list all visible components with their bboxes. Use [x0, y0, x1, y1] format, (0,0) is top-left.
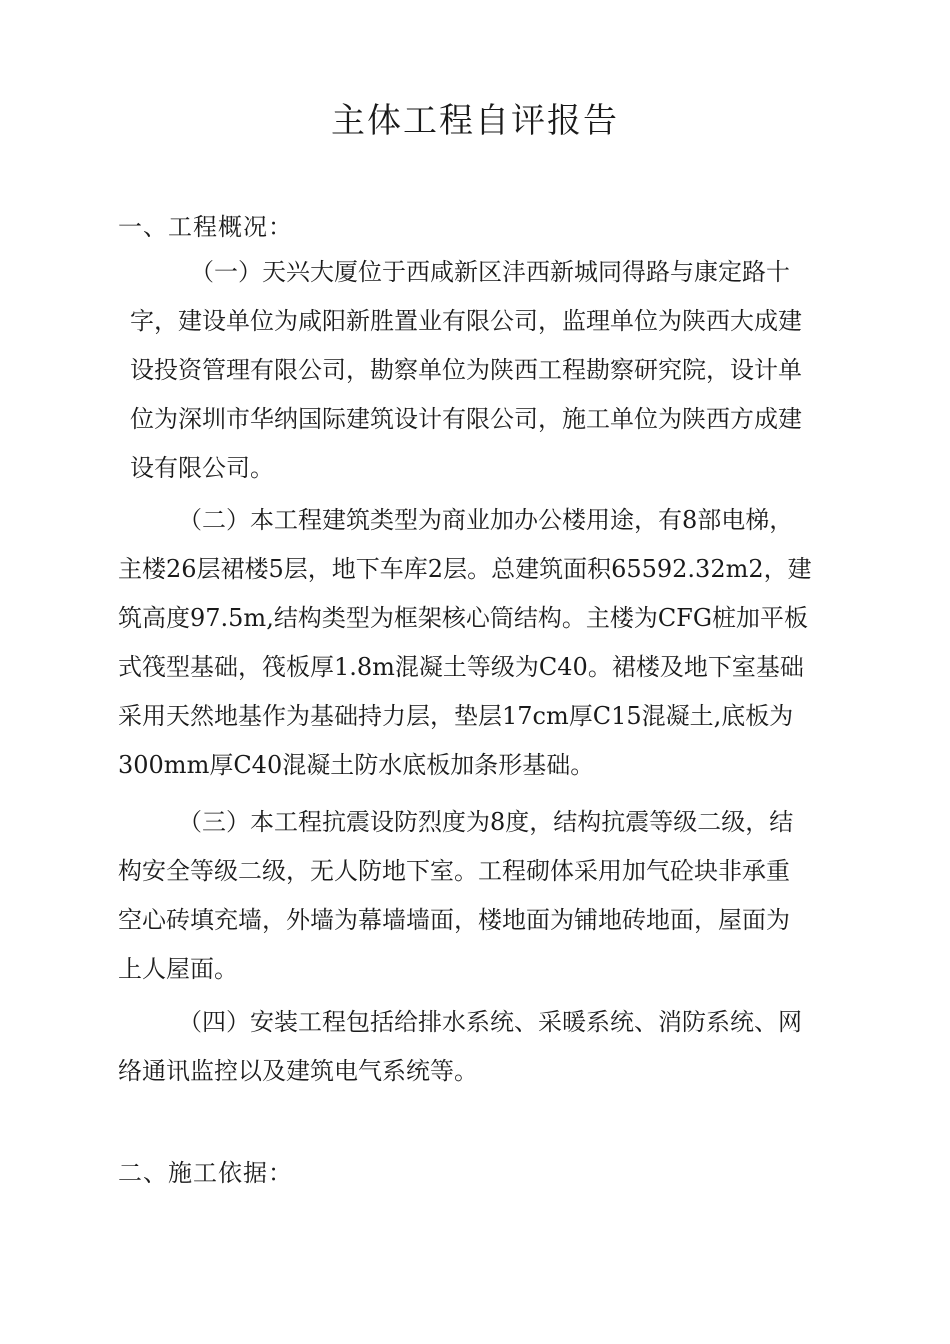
- paragraph-line: 字，建设单位为咸阳新胜置业有限公司，监理单位为陕西大成建: [130, 307, 802, 335]
- paragraph-line: 筑高度97.5m,结构类型为框架核心筒结构。主楼为CFG桩加平板: [118, 604, 809, 632]
- section-heading-basis: 二、施工依据：: [118, 1159, 293, 1187]
- paragraph-line: 上人屋面。: [118, 955, 238, 983]
- paragraph-line: 300mm厚C40混凝土防水底板加条形基础。: [118, 751, 595, 779]
- paragraph-line: 空心砖填充墙，外墙为幕墙墙面，楼地面为铺地砖地面，屋面为: [118, 906, 790, 934]
- paragraph-line: （一）天兴大厦位于西咸新区沣西新城同得路与康定路十: [190, 258, 790, 286]
- paragraph-installation: [118, 998, 848, 1096]
- paragraph-line: 设投资管理有限公司，勘察单位为陕西工程勘察研究院，设计单: [130, 356, 802, 384]
- paragraph-line: 主楼26层裙楼5层，地下车库2层。总建筑面积65592.32m2，建: [118, 555, 812, 583]
- paragraph-line: 采用天然地基作为基础持力层，垫层17cm厚C15混凝土,底板为: [118, 702, 794, 730]
- document-title: 主体工程自评报告: [331, 101, 619, 141]
- paragraph-line: （四）安装工程包括给排水系统、采暖系统、消防系统、网: [178, 1008, 802, 1036]
- paragraph-seismic: [118, 798, 848, 994]
- paragraph-project-parties: [118, 248, 848, 493]
- paragraph-line: 位为深圳市华纳国际建筑设计有限公司，施工单位为陕西方成建: [130, 405, 802, 433]
- paragraph-line: 络通讯监控以及建筑电气系统等。: [118, 1057, 478, 1085]
- paragraph-building-type: [118, 496, 848, 790]
- section-heading-overview: 一、工程概况：: [118, 213, 293, 241]
- paragraph-line: （二）本工程建筑类型为商业加办公楼用途，有8部电梯，: [178, 506, 794, 534]
- paragraph-line: 式筏型基础，筏板厚1.8m混凝土等级为C40。裙楼及地下室基础: [118, 653, 804, 681]
- paragraph-line: （三）本工程抗震设防烈度为8度，结构抗震等级二级，结: [178, 808, 794, 836]
- paragraph-line: 构安全等级二级，无人防地下室。工程砌体采用加气砼块非承重: [118, 857, 790, 885]
- paragraph-line: 设有限公司。: [130, 454, 274, 482]
